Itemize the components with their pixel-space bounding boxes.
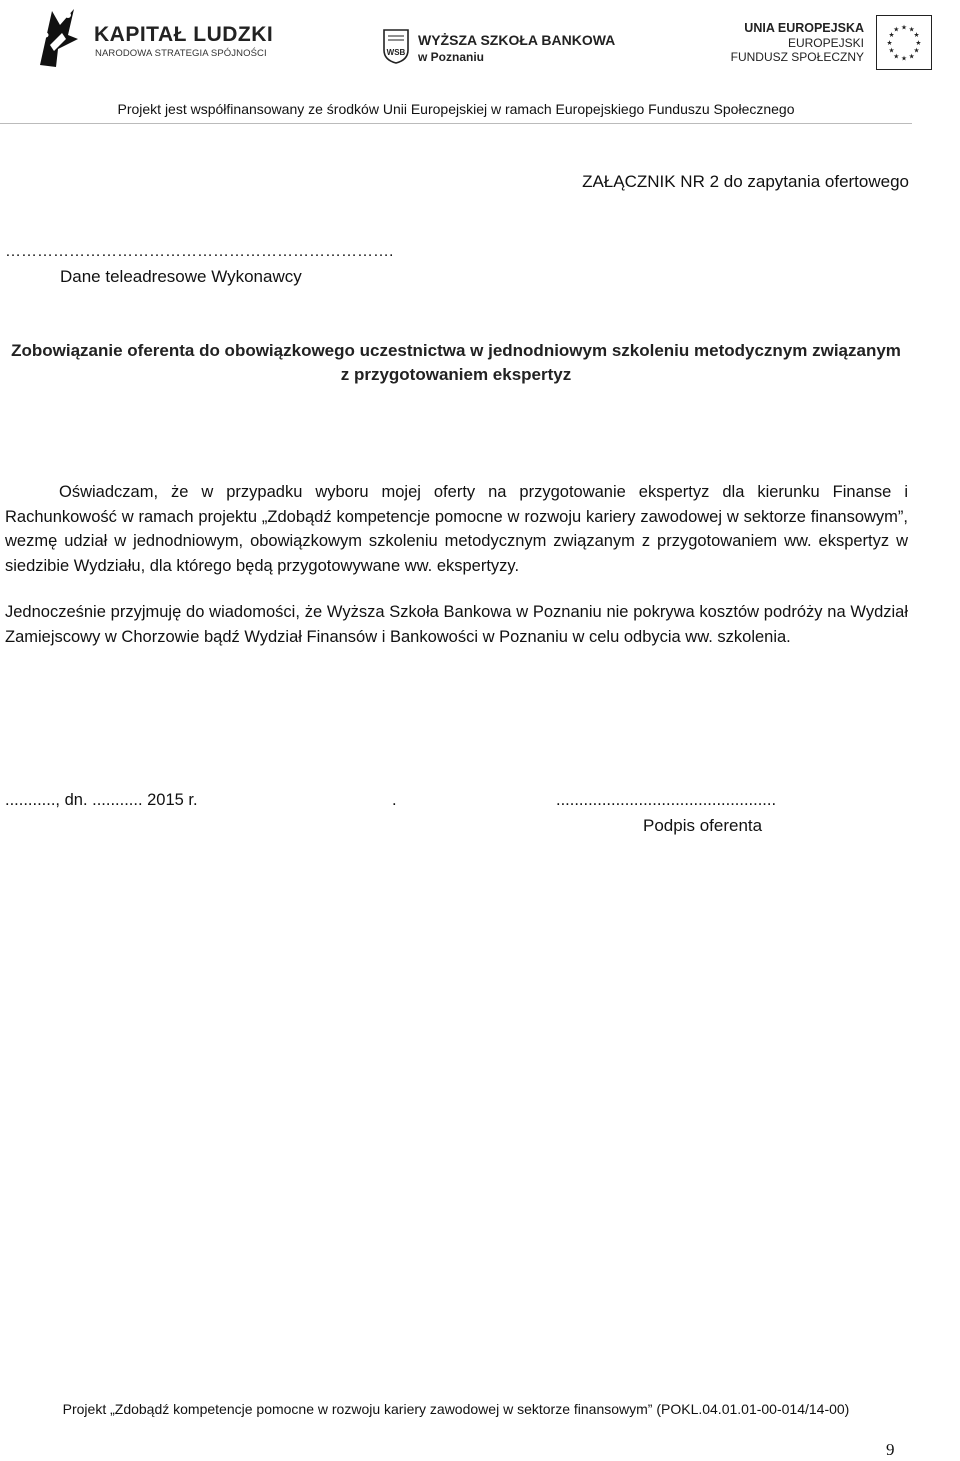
svg-text:★: ★ — [913, 46, 920, 55]
wsb-title: WYŻSZA SZKOŁA BANKOWA — [418, 32, 616, 48]
declaration-paragraph: Oświadczam, że w przypadku wyboru mojej oferty na przygotowanie ekspertyz dla kierunku Finanse i Rachunkowość w ramach projektu „Zdobądź kompetencje pomocne w rozwoju kariery zawodowej w sektorze finansowym”, wezmę udział w jednodniowym, obowiązkowym szkoleniu metodycznym związanym z przygotowaniem ww. ekspertyz w siedzibie Wydziału, dla którego będą przygotowywane ww. ekspertyzy. — [5, 483, 908, 575]
signature-label: Podpis oferenta — [643, 816, 763, 835]
cofinancing-note: Projekt jest współfinansowany ze środków Unii Europejskiej w ramach Europejskiego Funduszu Społecznego — [117, 101, 795, 117]
eu-flag-icon — [876, 15, 932, 70]
svg-text:★: ★ — [915, 38, 922, 47]
document-title-line-2: z przygotowaniem ekspertyz — [340, 365, 572, 384]
svg-text:★: ★ — [908, 25, 915, 34]
svg-text:★: ★ — [888, 31, 895, 40]
svg-text:★: ★ — [908, 52, 915, 61]
eu-logo — [730, 15, 932, 73]
header-divider — [0, 123, 912, 124]
wsb-logo — [382, 28, 622, 68]
contractor-label: Dane teleadresowe Wykonawcy — [60, 267, 302, 286]
svg-text:★: ★ — [893, 52, 900, 61]
svg-text:★: ★ — [913, 31, 920, 40]
svg-text:★: ★ — [900, 54, 908, 63]
kapital-ludzki-title: KAPITAŁ LUDZKI — [94, 23, 274, 46]
travel-costs-paragraph: Jednocześnie przyjmuję do wiadomości, że Wyższa Szkoła Bankowa w Poznaniu nie pokrywa kosztów podróży na Wydział Zamiejscowy w Chorzowie bądź Wydział Finansów i Bankowości w Poznaniu w celu odbycia ww. szkolenia. — [5, 603, 908, 646]
project-footer: Projekt „Zdobądź kompetencje pomocne w rozwoju kariery zawodowej w sektorze finansowym” (POKL.04.01.01-00-014/14-00) — [62, 1401, 850, 1417]
svg-text:★: ★ — [888, 46, 895, 55]
date-line: ..........., dn. ........... 2015 r. — [5, 791, 198, 809]
annex-label: ZAŁĄCZNIK NR 2 do zapytania ofertowego — [582, 172, 909, 191]
eu-title: UNIA EUROPEJSKA — [744, 21, 864, 35]
kapital-ludzki-subtitle: NARODOWA STRATEGIA SPÓJNOŚCI — [95, 48, 267, 59]
document-title — [0, 339, 912, 387]
document-title-line-1: Zobowiązanie oferenta do obowiązkowego uczestnictwa w jednodniowym szkoleniu metodycznym związanym — [11, 341, 901, 360]
svg-text:★: ★ — [900, 23, 908, 32]
signature-line: ................................................ — [556, 791, 777, 809]
contractor-dots: ………………………………………………………………. — [5, 243, 394, 260]
wsb-subtitle: w Poznaniu — [418, 50, 484, 64]
wsb-shield-icon — [382, 28, 410, 64]
wsb-emblem-text: WSB — [386, 48, 406, 57]
eu-subtitle-2: FUNDUSZ SPOŁECZNY — [730, 50, 864, 64]
eu-subtitle-1: EUROPEJSKI — [787, 36, 864, 50]
svg-text:★: ★ — [886, 38, 893, 47]
separator-dot: . — [392, 791, 397, 809]
page-number: 9 — [886, 1440, 895, 1459]
svg-text:★: ★ — [893, 25, 900, 34]
kapital-ludzki-emblem-icon — [30, 5, 80, 70]
kapital-ludzki-logo — [30, 5, 274, 70]
